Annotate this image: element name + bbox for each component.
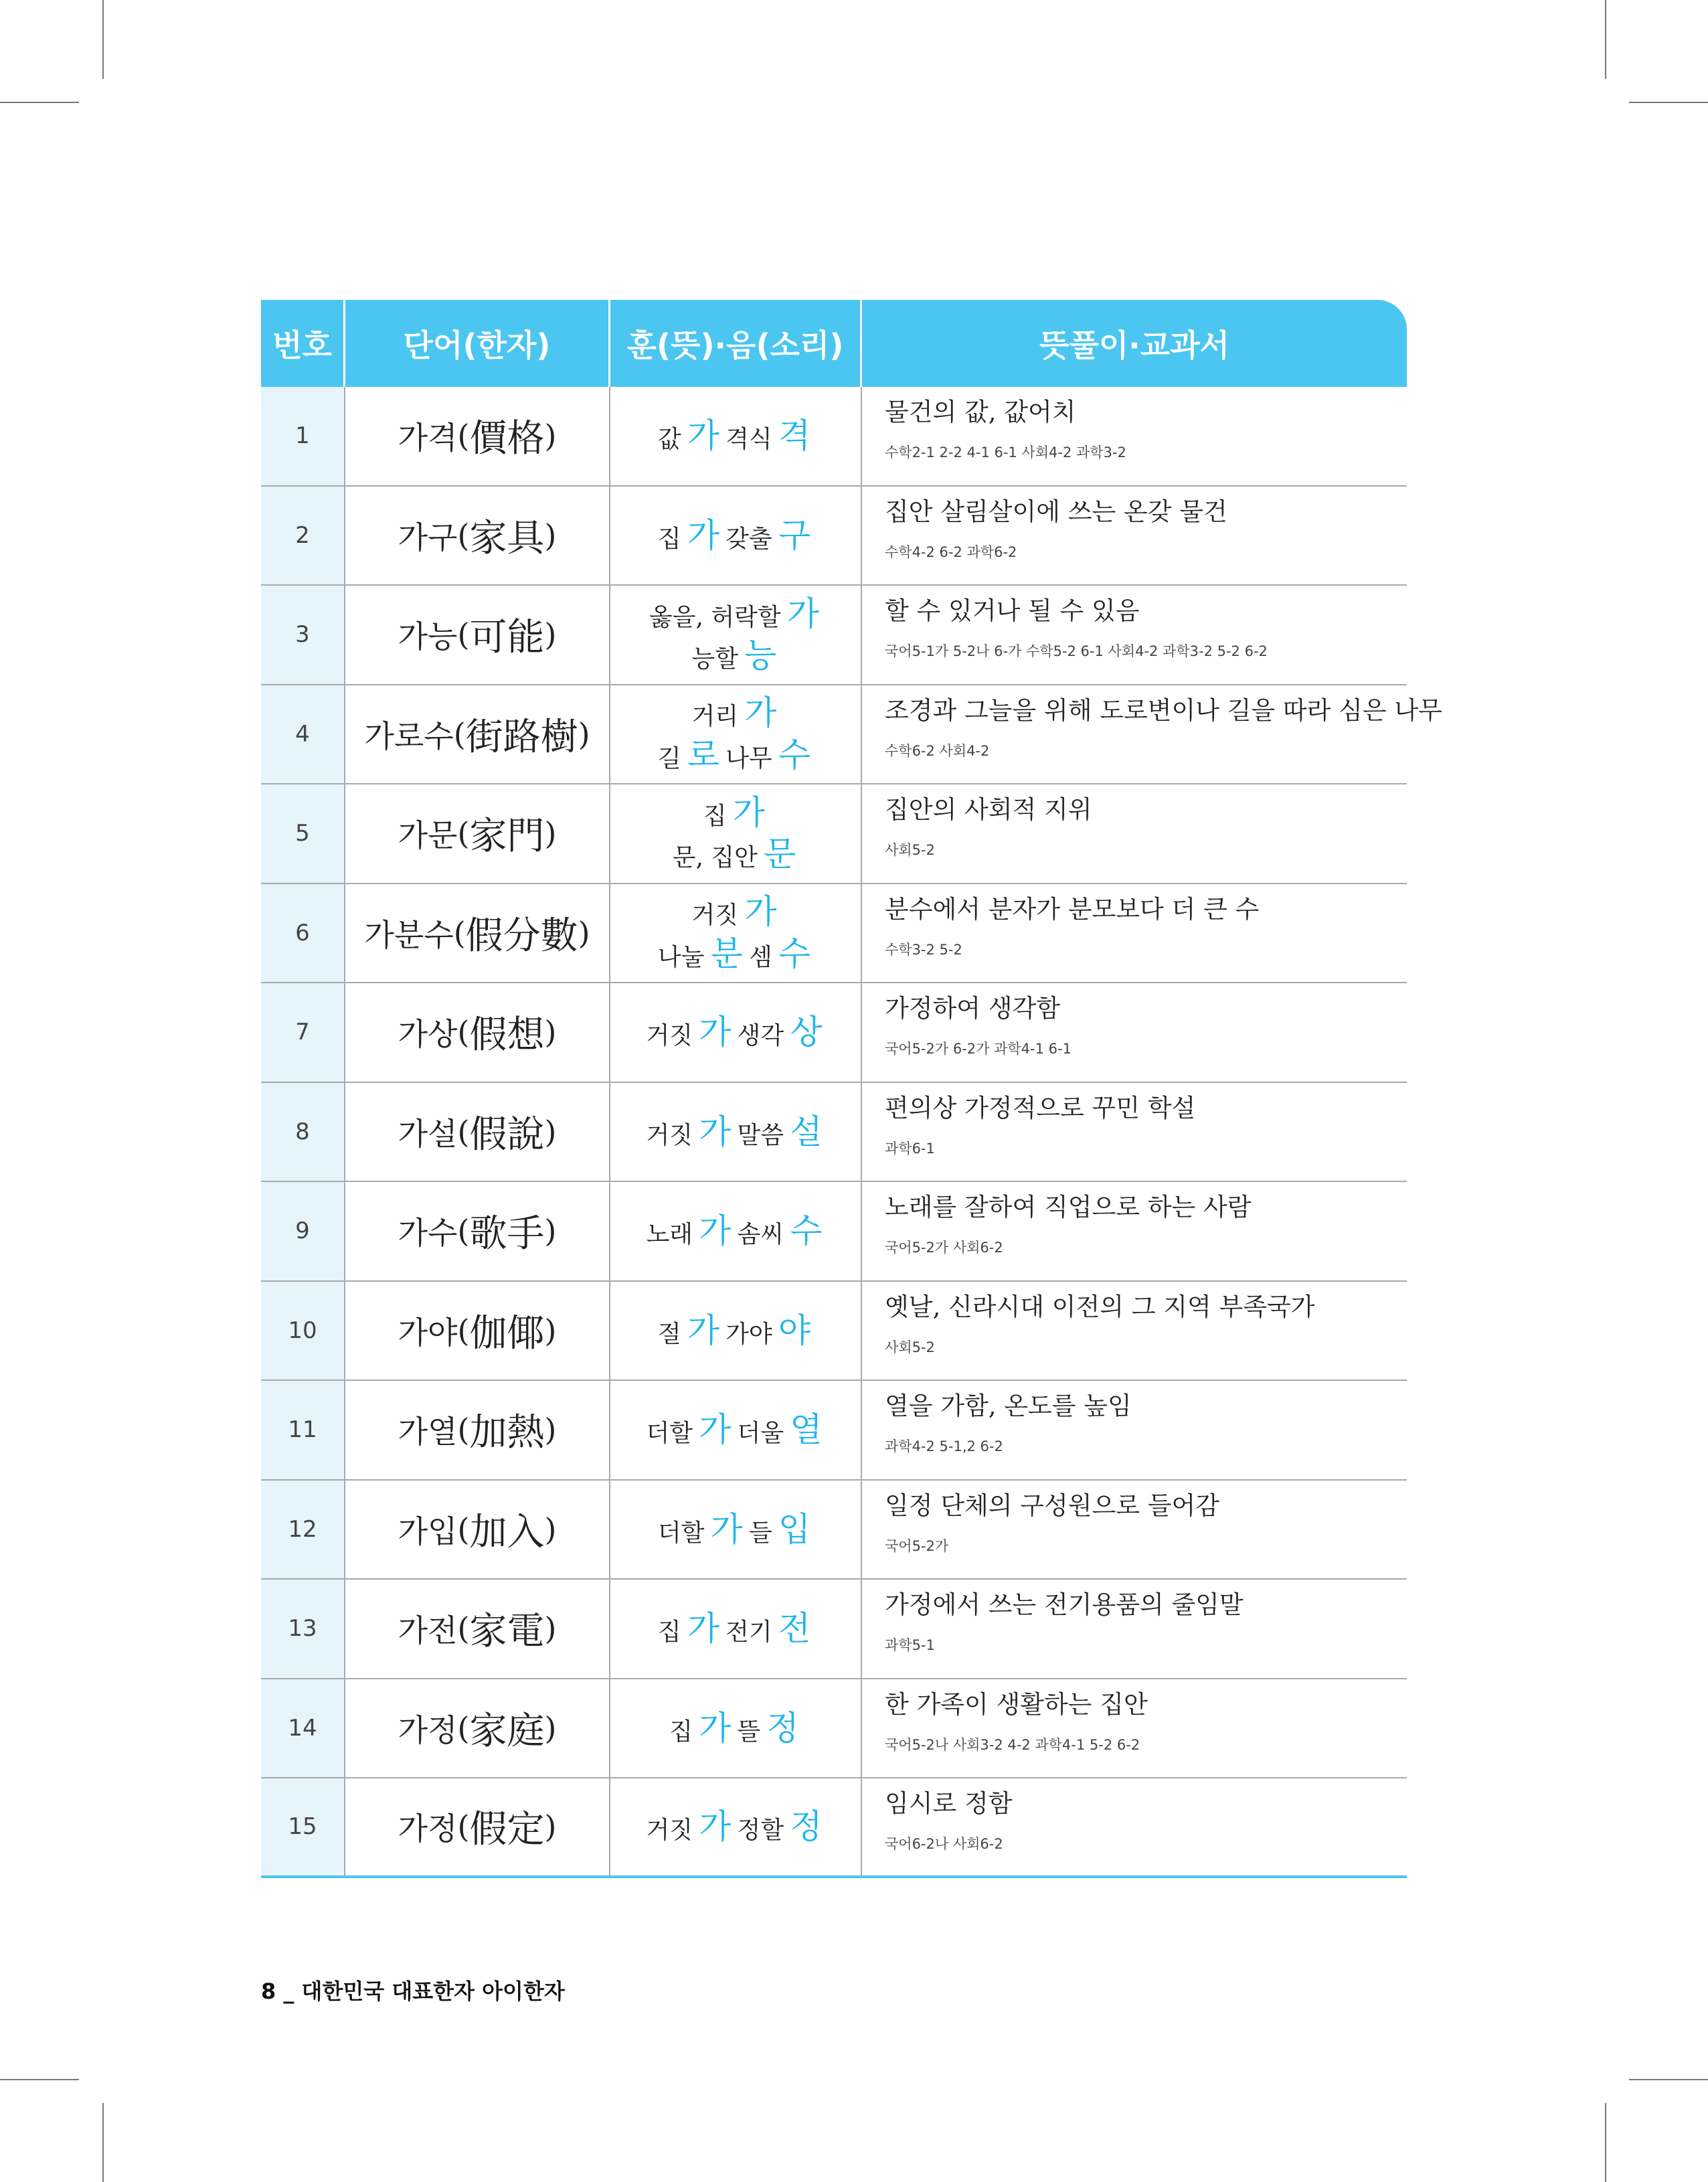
row-number: 1 [261,387,345,485]
definition-text: 할 수 있거나 될 수 있음 [885,596,1140,625]
eum-sound: 가 [699,1211,732,1250]
paren-open: ( [457,1610,470,1647]
paren-open: ( [457,1014,470,1051]
table-row [261,1083,1407,1183]
eum-sound: 가 [699,1013,732,1052]
definition-text: 일정 단체의 구성원으로 들어감 [885,1491,1219,1520]
table-row [261,1282,1407,1381]
paren-open: ( [453,914,466,951]
word-cell [345,1481,610,1579]
row-number: 15 [261,1778,345,1875]
word-cell [345,586,610,684]
eum-sound: 능 [744,636,777,675]
eum-sound: 입 [778,1509,811,1549]
paren-close: ) [544,815,557,852]
hun-meaning: 집 [669,1717,693,1746]
hun-eum-cell [610,983,862,1082]
eum-sound: 가 [786,594,820,633]
row-number: 5 [261,784,345,883]
word-cell [345,983,610,1082]
hun-eum-cell [610,884,862,983]
meaning-cell [862,586,1407,684]
meaning-cell [862,1083,1407,1181]
paren-open: ( [457,517,470,554]
definition-text: 집안 살림살이에 쓰는 온갖 물건 [885,497,1227,526]
table-row [261,487,1407,586]
row-number: 3 [261,586,345,684]
hun-eum-cell [610,1083,862,1181]
hun-eum-line [658,415,813,457]
word-hanja: 家庭 [469,1709,545,1753]
crop-mark [1605,2103,1606,2182]
eum-sound: 로 [687,735,720,774]
table-row [261,983,1407,1083]
paren-close: ) [578,716,590,752]
hun-meaning: 말씀 [737,1121,784,1149]
word-cell [345,487,610,585]
word-hangul: 가능 [398,618,458,655]
hun-eum-line [646,1409,825,1451]
word-cell [345,1083,610,1181]
paren-open: ( [457,616,470,653]
paren-close: ) [544,1213,557,1250]
hun-meaning: 거짓 [646,1121,693,1149]
paren-close: ) [544,1511,557,1547]
word-hanja: 街路樹 [465,715,578,759]
word-hangul: 가열 [398,1414,458,1450]
table-row [261,784,1407,884]
eum-sound: 가 [744,892,777,932]
crop-mark [1629,2079,1708,2080]
word-hanja: 加熱 [469,1411,545,1455]
word-cell [345,1282,610,1380]
word-cell [345,685,610,784]
eum-sound: 수 [778,735,811,774]
eum-sound: 수 [790,1211,823,1250]
hun-meaning: 들 [748,1519,772,1547]
table-header [261,300,1407,387]
paren-open: ( [457,815,470,852]
table-row [261,586,1407,685]
hun-meaning: 갖출 [725,525,772,553]
definition-text: 집안의 사회적 지위 [885,795,1092,824]
eum-sound: 설 [790,1112,823,1151]
paren-close: ) [544,1412,557,1448]
table-row [261,387,1407,487]
paren-open: ( [457,1113,470,1150]
hun-eum-line [649,593,822,635]
hun-eum-cell [610,586,862,684]
hun-eum-cell [610,1679,862,1778]
meaning-cell [862,487,1407,585]
hun-meaning: 전기 [725,1618,772,1646]
hun-eum-line [658,1509,813,1551]
meaning-cell [862,1282,1407,1380]
textbook-references: 국어5-2가 6-2가 과학4-1 6-1 [885,1041,1072,1058]
meaning-cell [862,1182,1407,1280]
textbook-references: 사회5-2 [885,842,935,859]
hun-eum-line [658,1608,813,1650]
crop-mark [1605,0,1606,79]
hun-eum-cell [610,685,862,784]
word-cell [345,784,610,883]
row-number: 4 [261,685,345,784]
vocabulary-table [261,300,1442,1878]
table-row [261,1580,1407,1679]
hun-meaning: 값 [657,426,681,453]
definition-text: 옛날, 신라시대 이전의 그 지역 부족국가 [885,1292,1315,1321]
hun-meaning: 격식 [725,426,772,453]
paren-close: ) [544,1610,557,1647]
row-number: 11 [261,1381,345,1479]
paren-open: ( [457,418,470,454]
textbook-references: 사회5-2 [885,1339,935,1355]
textbook-references: 과학4-2 5-1,2 6-2 [885,1438,1003,1455]
row-number: 6 [261,884,345,983]
word-hanja: 加入 [469,1510,545,1554]
hun-eum-line [646,1210,825,1252]
paren-close: ) [544,1312,557,1349]
table-row [261,1182,1407,1282]
textbook-references: 과학6-1 [885,1140,935,1157]
hun-meaning: 길 [657,744,681,772]
hun-eum-line [673,833,799,875]
meaning-cell [862,1580,1407,1678]
hun-meaning: 뜰 [737,1717,761,1746]
hun-meaning: 능할 [691,645,739,673]
hun-eum-line [646,1111,825,1153]
eum-sound: 가 [732,792,766,832]
paren-open: ( [457,1213,470,1250]
eum-sound: 가 [744,693,777,733]
word-hanja: 家門 [469,815,545,859]
meaning-cell [862,884,1407,983]
paren-close: ) [544,616,557,653]
paren-open: ( [457,1312,470,1349]
textbook-references: 과학5-1 [885,1637,935,1654]
eum-sound: 격 [778,416,811,455]
table-row [261,1381,1407,1481]
definition-text: 임시로 정함 [885,1789,1013,1818]
eum-sound: 가 [687,1609,720,1648]
header-hun-eum: 훈(뜻)·음(소리) [610,300,862,387]
word-hanja: 假說 [469,1112,545,1157]
hun-eum-cell [610,1381,862,1479]
paren-close: ) [544,1014,557,1051]
paren-close: ) [544,1113,557,1150]
word-hangul: 가정 [398,1811,458,1847]
word-hangul: 가문 [398,817,458,854]
crop-mark [0,2079,79,2080]
hun-meaning: 생각 [737,1022,784,1050]
header-word: 단어(한자) [345,300,610,387]
meaning-cell [862,1481,1407,1579]
hun-meaning: 옳을, 허락할 [649,603,781,631]
eum-sound: 수 [778,934,811,973]
hun-eum-line [646,1011,825,1054]
hun-meaning: 집 [657,1618,681,1646]
hun-meaning: 거짓 [691,902,739,930]
hun-meaning: 가야 [725,1320,772,1348]
crop-mark [1629,102,1708,103]
header-meaning: 뜻풀이·교과서 [1039,327,1230,363]
word-hangul: 가구 [398,519,458,556]
word-hanja: 家具 [469,516,545,560]
hun-eum-line [692,635,780,677]
hun-eum-cell [610,1282,862,1380]
paren-open: ( [457,1511,470,1547]
eum-sound: 가 [687,1311,720,1350]
row-number: 13 [261,1580,345,1678]
eum-sound: 문 [764,835,796,874]
textbook-references: 국어6-2나 사회6-2 [885,1836,1003,1853]
meaning-cell [862,784,1407,883]
hun-eum-line [692,692,780,734]
word-hanja: 假分數 [465,914,578,958]
definition-text: 가정에서 쓰는 전기용품의 줄임말 [885,1590,1244,1619]
eum-sound: 가 [699,1112,732,1151]
definition-text: 물건의 값, 값어치 [885,398,1076,426]
word-hangul: 가격 [398,420,458,456]
paren-close: ) [544,1809,557,1845]
hun-eum-cell [610,1580,862,1678]
hun-meaning: 거짓 [646,1817,693,1844]
word-hangul: 가야 [398,1314,458,1351]
eum-sound: 정 [790,1807,823,1846]
word-hangul: 가분수 [364,916,454,953]
eum-sound: 가 [687,416,720,455]
word-hangul: 가상 [398,1016,458,1053]
definition-text: 조경과 그늘을 위해 도로변이나 길을 따라 심은 나무 [885,695,1442,725]
hun-meaning: 절 [657,1320,681,1348]
meaning-cell [862,685,1442,784]
page-footer: 8 _ 대한민국 대표한자 아이한자 [261,1979,565,2004]
word-hanja: 伽倻 [469,1311,545,1355]
word-hanja: 可能 [469,616,545,660]
eum-sound: 가 [710,1509,743,1549]
definition-text: 한 가족이 생활하는 집안 [885,1689,1148,1719]
crop-mark [102,2103,104,2182]
word-hangul: 가설 [398,1115,458,1152]
eum-sound: 야 [778,1311,811,1350]
meaning-cell [862,387,1407,485]
word-cell [345,1580,610,1678]
hun-meaning: 솜씨 [737,1221,784,1248]
paren-close: ) [544,517,557,554]
paren-close: ) [544,418,557,454]
hun-eum-line [658,933,813,975]
hun-eum-cell [610,784,862,883]
hun-meaning: 집 [657,525,681,553]
table-body [261,387,1442,1878]
hun-meaning: 노래 [646,1221,693,1248]
hun-eum-cell [610,1182,862,1280]
row-number: 14 [261,1679,345,1778]
table-row [261,1778,1407,1878]
eum-sound: 가 [699,1708,732,1748]
crop-mark [0,102,79,103]
word-hangul: 가입 [398,1513,458,1549]
textbook-references: 국어5-2가 [885,1537,949,1554]
hun-eum-line [669,1707,801,1750]
word-hanja: 歌手 [469,1212,545,1256]
word-hanja: 價格 [469,417,545,461]
textbook-references: 국어5-1가 5-2나 6-가 수학5-2 6-1 사회4-2 과학3-2 5-2 6-2 [885,643,1268,660]
word-cell [345,387,610,485]
eum-sound: 가 [699,1807,732,1846]
meaning-cell [862,1381,1407,1479]
crop-mark [102,0,104,79]
eum-sound: 구 [778,515,811,555]
hun-eum-line [646,1806,825,1848]
hun-eum-line [658,734,813,776]
table-row [261,884,1407,984]
word-hangul: 가수 [398,1215,458,1252]
hun-eum-cell [610,1481,862,1579]
word-cell [345,884,610,983]
hun-meaning: 더울 [737,1420,784,1447]
hun-eum-cell [610,487,862,585]
table-row [261,1679,1407,1779]
word-hanja: 假想 [469,1013,545,1058]
row-number: 9 [261,1182,345,1280]
row-number: 2 [261,487,345,585]
hun-meaning: 거짓 [646,1022,693,1050]
hun-eum-line [658,515,813,557]
textbook-references: 수학3-2 5-2 [885,941,962,958]
definition-text: 노래를 잘하여 직업으로 하는 사람 [885,1193,1252,1222]
hun-meaning: 셈 [748,943,772,971]
hun-eum-cell [610,1778,862,1875]
word-cell [345,1381,610,1479]
hun-meaning: 문, 집안 [672,844,758,872]
hun-meaning: 나눌 [657,943,705,971]
eum-sound: 가 [687,515,720,555]
paren-open: ( [457,1709,470,1746]
word-hangul: 가로수 [364,718,454,754]
word-cell [345,1778,610,1875]
textbook-references: 수학6-2 사회4-2 [885,742,990,759]
paren-close: ) [578,914,590,951]
header-number: 번호 [261,300,345,387]
paren-open: ( [453,716,466,752]
table-row [261,1481,1407,1580]
hun-eum-line [692,891,780,933]
hun-meaning: 나무 [725,744,772,772]
hun-eum-line [658,1310,813,1352]
hun-eum-cell [610,387,862,485]
hun-meaning: 더할 [646,1420,693,1447]
hun-meaning: 더할 [657,1519,705,1547]
textbook-references: 국어5-2가 사회6-2 [885,1240,1003,1256]
hun-meaning: 거리 [691,703,739,731]
eum-sound: 전 [778,1609,811,1648]
table-row [261,685,1442,785]
row-number: 8 [261,1083,345,1181]
word-hangul: 가정 [398,1711,458,1748]
word-hanja: 假定 [469,1808,545,1852]
word-hanja: 家電 [469,1610,545,1654]
textbook-references: 수학2-1 2-2 4-1 6-1 사회4-2 과학3-2 [885,444,1126,461]
meaning-cell [862,983,1407,1082]
definition-text: 편의상 가정적으로 꾸민 학설 [885,1093,1196,1122]
paren-open: ( [457,1412,470,1448]
definition-text: 열을 가함, 온도를 높임 [885,1392,1132,1420]
paren-close: ) [544,1709,557,1746]
eum-sound: 상 [790,1013,823,1052]
meaning-cell [862,1679,1407,1778]
row-number: 12 [261,1481,345,1579]
eum-sound: 열 [790,1410,823,1449]
textbook-references: 수학4-2 6-2 과학6-2 [885,543,1017,560]
meaning-cell [862,1778,1407,1875]
row-number: 10 [261,1282,345,1380]
eum-sound: 분 [710,934,743,973]
eum-sound: 가 [699,1410,732,1449]
word-hangul: 가전 [398,1612,458,1649]
paren-open: ( [457,1809,470,1845]
hun-eum-line [703,792,768,834]
word-cell [345,1182,610,1280]
definition-text: 분수에서 분자가 분모보다 더 큰 수 [885,894,1260,924]
eum-sound: 정 [766,1708,799,1748]
hun-meaning: 집 [703,802,727,830]
row-number: 7 [261,983,345,1082]
hun-meaning: 정할 [737,1817,784,1844]
definition-text: 가정하여 생각함 [885,994,1060,1023]
textbook-references: 국어5-2나 사회3-2 4-2 과학4-1 5-2 6-2 [885,1736,1140,1753]
word-cell [345,1679,610,1778]
